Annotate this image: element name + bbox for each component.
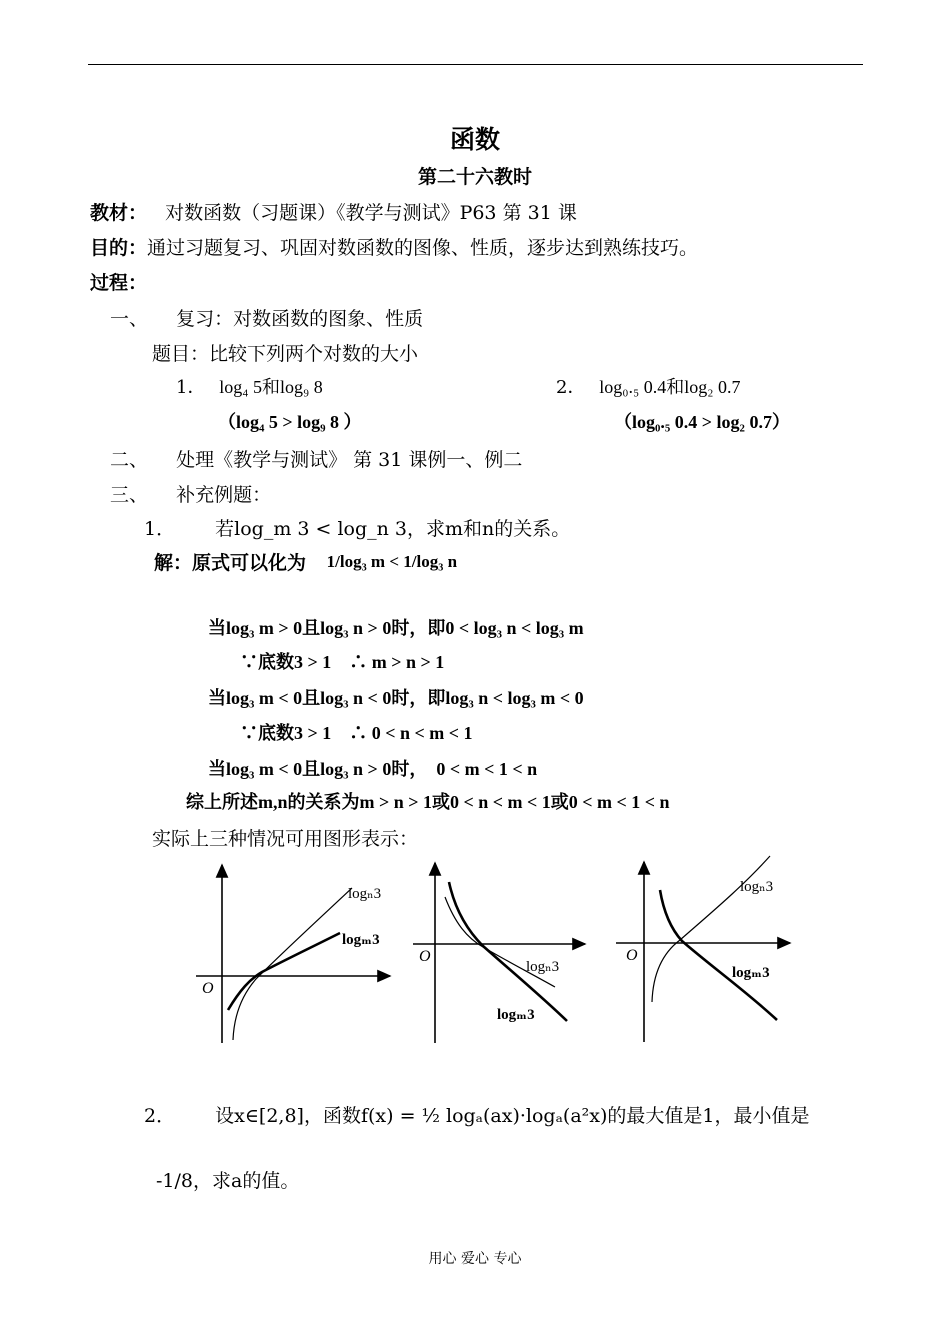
graph-case-2 — [405, 855, 595, 1050]
case-3: 当log₃ m < 0且log₃ n > 0时， 0 < m < 1 < n — [208, 759, 538, 779]
label-log-n: logₙ3 — [348, 886, 382, 902]
solution-inequality: 1/log₃ m < 1/log₃ n — [326, 551, 458, 571]
solution-line — [154, 548, 457, 575]
label-log-n: logₙ3 — [740, 879, 774, 895]
section-3 — [110, 480, 271, 507]
origin-label: O — [626, 947, 638, 964]
review-problem-1 — [176, 373, 323, 399]
summary: 综上所述m,n的关系为m > n > 1或0 < n < m < 1或0 < m < 1 < n — [186, 792, 670, 812]
graph-intro: 实际上三种情况可用图形表示： — [152, 828, 419, 850]
top-rule — [88, 64, 863, 65]
problem-1-question: log₄ 5和log₉ 8 — [219, 377, 323, 397]
process-label: 过程： — [90, 272, 148, 294]
example-1-question-line — [144, 514, 570, 541]
example-1-question: 若log_m 3 < log_n 3，求m和n的关系。 — [215, 518, 571, 540]
case-2-conclusion: ∵底数3 > 1 ∴ 0 < n < m < 1 — [240, 723, 473, 743]
problem-2-num: 2． — [556, 377, 586, 398]
section-2 — [110, 445, 522, 472]
review-num: 一、 — [110, 308, 149, 330]
case-1-conclusion: ∵底数3 > 1 ∴ m > n > 1 — [240, 652, 445, 672]
problem-1-answer: （log₄ 5 > log₉ 8 ） — [218, 412, 362, 432]
material-label: 教材： — [90, 202, 148, 224]
curve-log-n — [233, 888, 352, 1040]
example-2-question: 设x∈[2,8]，函数f(x) = ½ logₐ(ax)·logₐ(a²x)的最大值是1，最小值是 — [215, 1105, 810, 1127]
problem-2-question: log₀.₅ 0.4和log₂ 0.7 — [599, 377, 741, 397]
goal-label: 目的： — [90, 237, 148, 259]
case-1: 当log₃ m > 0且log₃ n > 0时，即0 < log₃ n < log₃ m — [208, 618, 584, 638]
label-log-m: logₘ3 — [342, 932, 380, 948]
origin-label: O — [419, 948, 431, 965]
origin-label: O — [202, 980, 214, 997]
goal-text: 通过习题复习、巩固对数函数的图像、性质，逐步达到熟练技巧。 — [147, 237, 699, 259]
review-problem-2 — [556, 373, 741, 399]
review-title: 复习：对数函数的图象、性质 — [176, 308, 424, 330]
curve-log-m — [228, 933, 340, 1010]
section-2-num: 二、 — [110, 449, 149, 471]
section-2-text: 处理《教学与测试》 第 31 课例一、例二 — [176, 449, 523, 471]
curve-log-m — [449, 882, 567, 1021]
section-3-text: 补充例题： — [176, 484, 272, 506]
page-subtitle: 第二十六教时 — [417, 166, 532, 188]
label-log-n: logₙ3 — [526, 959, 560, 975]
label-log-m: logₘ3 — [497, 1007, 535, 1023]
example-1-num: 1． — [144, 518, 176, 540]
material-text: 对数函数（习题课）《教学与测试》P63 第 31 课 — [165, 202, 577, 224]
goal-line — [90, 233, 698, 260]
graph-case-3 — [612, 852, 797, 1047]
example-2-question-cont: -1/8，求a的值。 — [156, 1170, 300, 1192]
curve-log-m — [660, 890, 777, 1020]
graph-case-1 — [190, 855, 400, 1050]
problem-2-answer: （log₀.₅ 0.4 > log₂ 0.7） — [614, 412, 790, 432]
page-title: 函数 — [449, 125, 500, 154]
section-3-num: 三、 — [110, 484, 149, 506]
material-line — [90, 198, 577, 225]
solution-label: 解：原式可以化为 — [154, 552, 307, 574]
example-2-question-line — [144, 1101, 810, 1128]
label-log-m: logₘ3 — [732, 965, 770, 981]
review-prompt: 题目：比较下列两个对数的大小 — [152, 343, 419, 365]
example-2-num: 2． — [144, 1105, 176, 1127]
case-2: 当log₃ m < 0且log₃ n < 0时，即log₃ n < log₃ m < 0 — [208, 688, 584, 708]
problem-1-num: 1． — [176, 377, 206, 398]
page-footer: 用心 爱心 专心 — [428, 1251, 522, 1267]
review-heading — [110, 304, 423, 331]
